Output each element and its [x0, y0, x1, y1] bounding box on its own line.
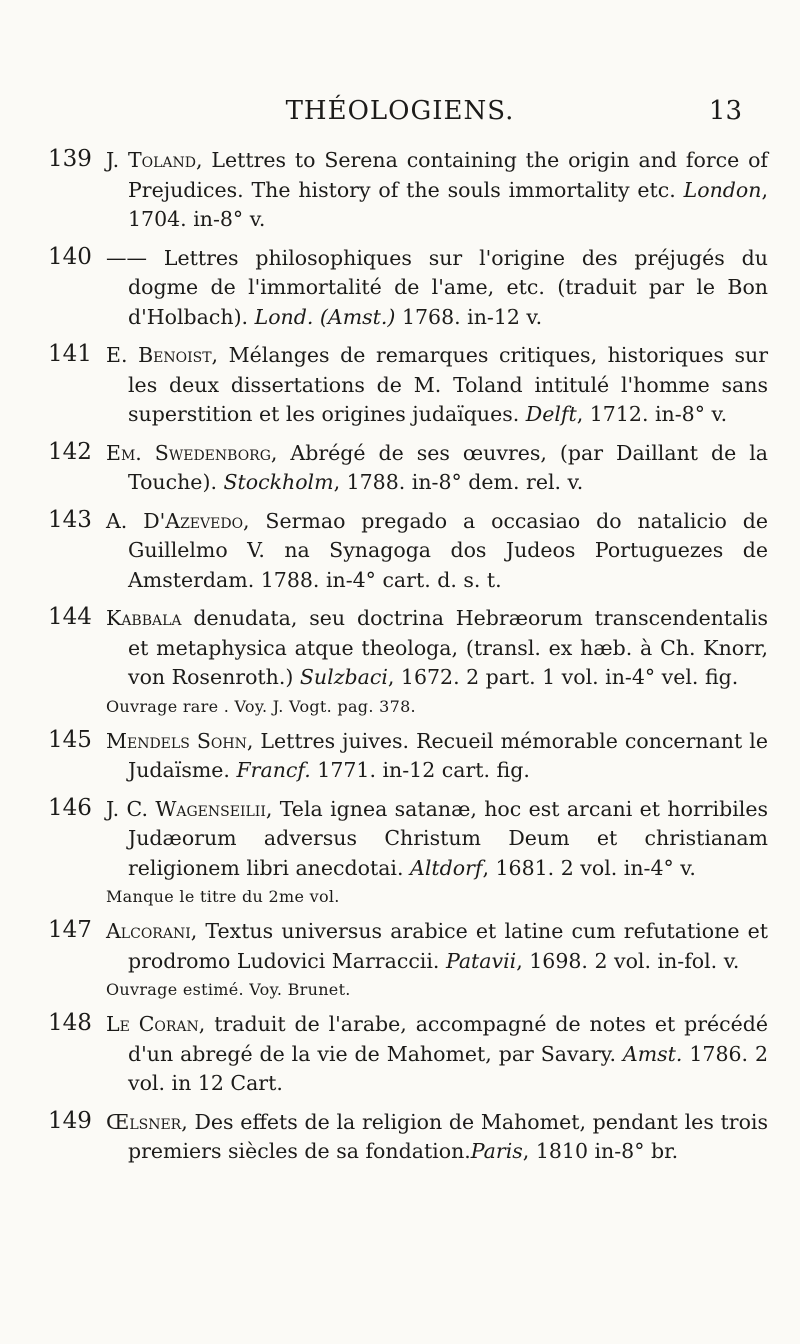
entry-number: 146 — [48, 794, 92, 821]
entry-number: 142 — [48, 438, 92, 465]
entry-place: Amst. — [622, 1041, 683, 1066]
catalogue-entry-147 — [48, 917, 768, 1001]
entry-note: Ouvrage estimé. Voy. Brunet. — [106, 980, 351, 999]
entry-place: Sulzbaci — [299, 665, 388, 689]
entry-description: Abrégé de ses œuvres, (par Daillant de la Touche). — [128, 440, 769, 494]
entry-author: A. D'Azevedo, — [106, 508, 250, 533]
entry-author: —— — [106, 245, 147, 270]
entry-description: Tela ignea satanæ, hoc est arcani et horribiles Judæorum adversus Christum Deum et christianam religionem libri anecdotai. — [128, 796, 768, 880]
entry-description: Lettres to Serena containing the origin and force of Prejudices. The history of the souls immortality etc. — [128, 148, 769, 202]
entry-note: Manque le titre du 2me vol. — [106, 887, 340, 906]
entry-text — [106, 507, 768, 596]
entry-imprint: 1786. 2 vol. in 12 Cart. — [128, 1041, 769, 1095]
entry-imprint: , 1698. 2 vol. in-fol. v. — [516, 948, 740, 973]
catalogue-entry-146 — [48, 795, 768, 909]
entry-place: Stockholm — [223, 470, 334, 494]
page-number: 13 — [708, 96, 742, 126]
entry-text — [106, 244, 768, 333]
entry-imprint: , 1704. in-8° v. — [128, 177, 768, 231]
entry-imprint: , 1672. 2 part. 1 vol. in-4° vel. fig. — [387, 665, 739, 689]
entry-number: 140 — [48, 243, 92, 270]
entry-author: Alcorani, — [106, 919, 198, 943]
entry-text — [106, 727, 768, 786]
entry-description: Textus universus arabice et latine cum refutatione et prodromo Ludovici Marraccii. — [128, 919, 768, 973]
entry-number: 141 — [48, 341, 92, 367]
entry-text — [106, 439, 768, 498]
entry-place: Lond. (Amst.) — [254, 304, 396, 329]
entry-text — [106, 1010, 768, 1099]
entry-place: London — [683, 177, 762, 202]
page-header — [0, 96, 800, 126]
entry-note: Ouvrage rare . Voy. J. Vogt. pag. 378. — [106, 696, 416, 716]
entry-text — [106, 917, 768, 976]
entry-number: 145 — [48, 726, 92, 753]
catalogue-entries — [48, 146, 768, 1176]
catalogue-entry-140 — [48, 244, 768, 333]
catalogue-entry-149 — [48, 1108, 768, 1167]
entry-author: Le Coran, — [106, 1012, 206, 1036]
entry-imprint: , 1712. in-8° v. — [576, 402, 728, 426]
entry-author: Mendels Sohn, — [106, 728, 254, 753]
entry-text — [106, 1108, 768, 1167]
entry-author: Kabbala — [106, 606, 182, 630]
entry-author: J. Toland, — [106, 148, 203, 172]
entry-description: Lettres philosophiques sur l'origine des préjugés du dogme de l'immortalité de l'ame, etc. (traduit par le Bon d'Holbach). — [128, 245, 768, 329]
entry-description: Mélanges de remarques critiques, historiques sur les deux dissertations de M. Toland intitulé l'homme sans superstition et les origines judaïques. — [128, 343, 768, 426]
running-title: THÉOLOGIENS. — [285, 96, 515, 126]
entry-text — [106, 604, 768, 693]
catalogue-entry-144 — [48, 604, 768, 718]
entry-text — [106, 341, 768, 430]
entry-imprint: 1771. in-12 cart. fig. — [310, 758, 530, 782]
entry-author: Em. Swedenborg, — [106, 440, 278, 465]
entry-text — [106, 146, 768, 235]
catalogue-entry-139 — [48, 146, 768, 235]
entry-author: Œlsner, — [106, 1109, 188, 1134]
entry-number: 144 — [48, 604, 92, 630]
entry-number: 148 — [48, 1010, 92, 1036]
entry-place: Altdorf — [410, 855, 483, 880]
catalogue-entry-145 — [48, 727, 768, 786]
catalogue-entry-141 — [48, 341, 768, 430]
entry-imprint: , 1810 in-8° br. — [522, 1139, 679, 1163]
entry-description: Sermao pregado a occasiao do natalicio de Guillelmo V. na Synagoga dos Judeos Portuguezes de Amsterdam. 1788. in-4° cart. d. s. t. — [128, 508, 768, 592]
catalogue-entry-142 — [48, 439, 768, 498]
entry-number: 139 — [48, 146, 92, 172]
entry-place: Delft — [525, 402, 577, 426]
entry-place: Paris — [470, 1139, 523, 1163]
entry-description: denudata, seu doctrina Hebræorum transcendentalis et metaphysica atque theologa, (transl. ex hæb. à Ch. Knorr, von Rosenroth.) — [128, 606, 768, 689]
entry-imprint: 1768. in-12 v. — [395, 304, 543, 329]
entry-imprint: , 1788. in-8° dem. rel. v. — [333, 470, 584, 494]
entry-description: Lettres juives. Recueil mémorable concernant le Judaïsme. — [128, 728, 768, 782]
entry-number: 149 — [48, 1107, 92, 1134]
entry-number: 143 — [48, 506, 92, 533]
catalogue-entry-143 — [48, 507, 768, 596]
entry-description: Des effets de la religion de Mahomet, pendant les trois premiers siècles de sa fondation. — [128, 1109, 768, 1163]
catalogue-entry-148 — [48, 1010, 768, 1099]
entry-imprint: , 1681. 2 vol. in-4° v. — [482, 855, 696, 880]
entry-text — [106, 795, 768, 884]
entry-author: E. Benoist, — [106, 343, 219, 367]
entry-description: traduit de l'arabe, accompagné de notes et précédé d'un abregé de la vie de Mahomet, par Savary. — [128, 1012, 768, 1066]
entry-place: Francf. — [236, 758, 311, 782]
entry-author: J. C. Wagenseilii, — [106, 796, 273, 821]
entry-place: Patavii — [445, 948, 517, 973]
entry-number: 147 — [48, 917, 92, 943]
